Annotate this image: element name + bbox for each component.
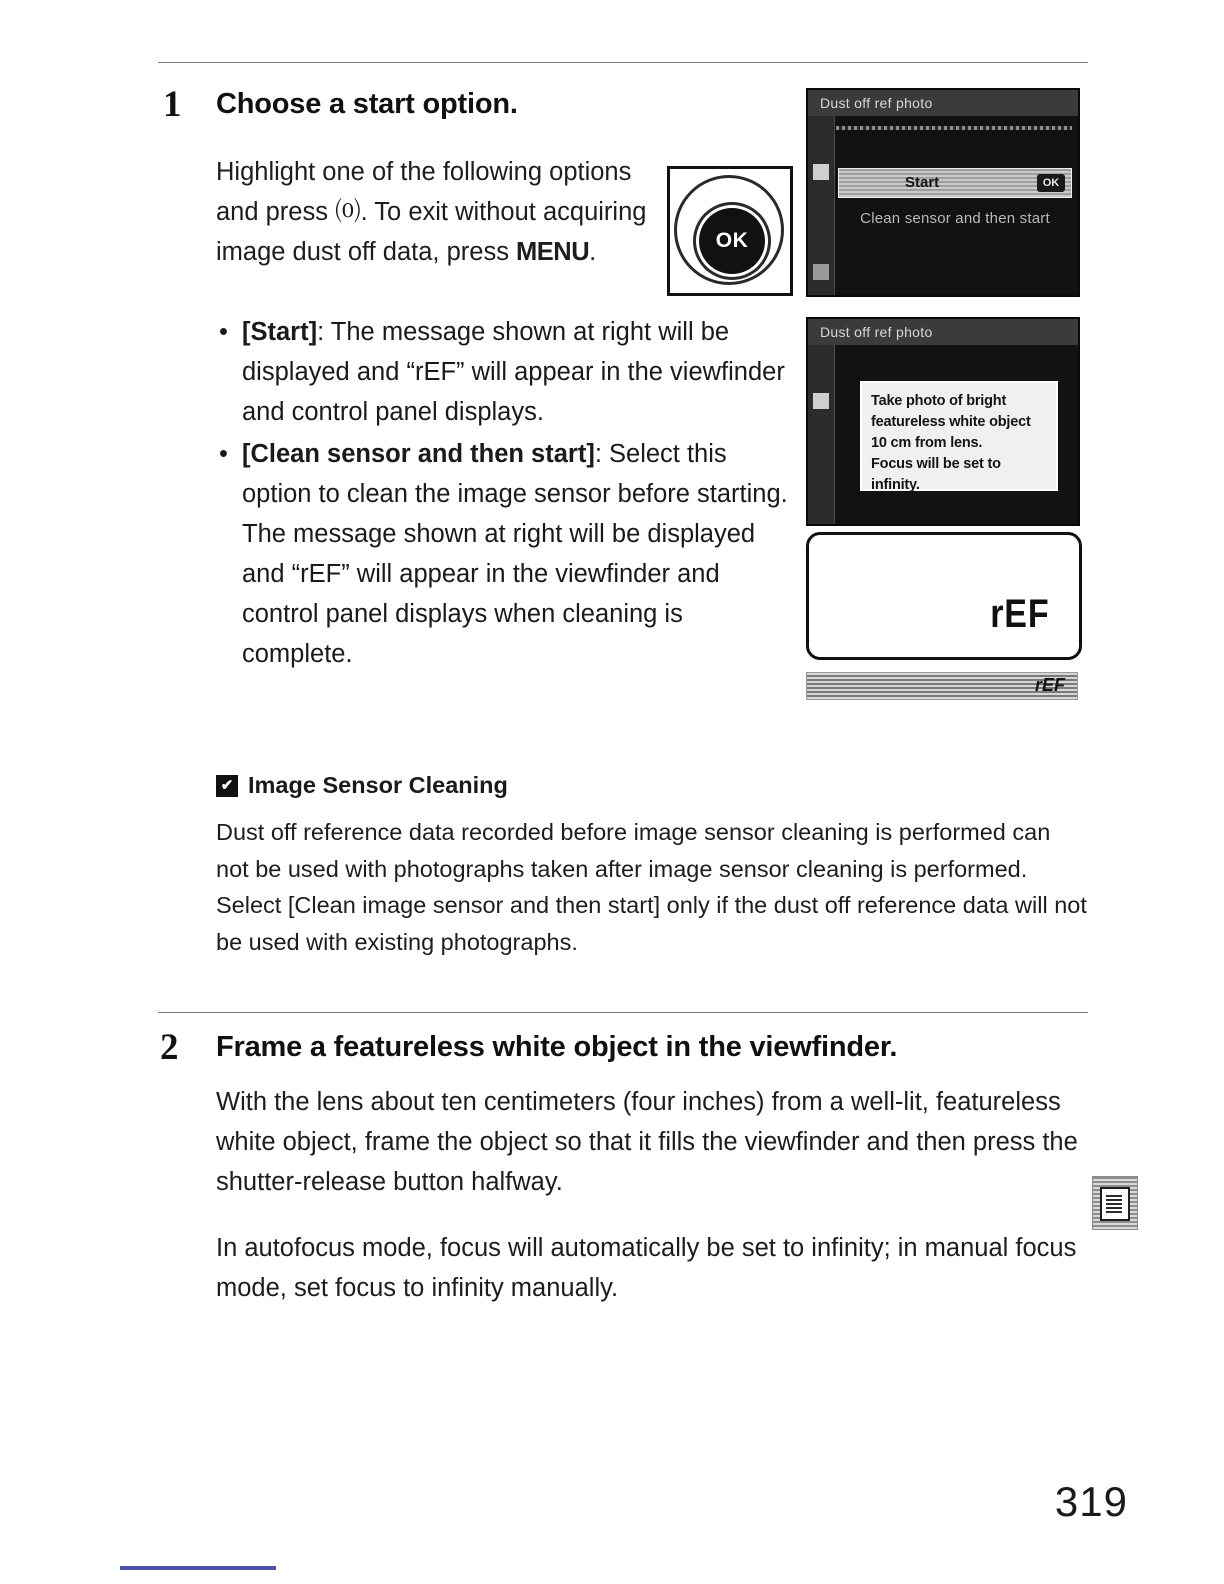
lcd-message-sidebar bbox=[808, 345, 835, 524]
lcd-message-dialog bbox=[860, 381, 1058, 491]
menu-thumbnail-icon bbox=[1100, 1187, 1130, 1221]
lcd-message-line-2: featureless white object bbox=[871, 414, 1031, 430]
step-1-intro-part1: Highlight one of the following options and press bbox=[216, 158, 632, 226]
menu-button-label: MENU bbox=[516, 238, 590, 266]
note-body: Dust off reference data recorded before image sensor cleaning is performed can not be used with photographs taken after image sensor cleaning is performed. Select [Clean image sensor and then start] only if the dust off reference data will not be used with existing photographs. bbox=[216, 819, 1087, 955]
list-item bbox=[216, 312, 796, 432]
setup-menu-icon bbox=[813, 164, 829, 180]
ok-button-glyph: ⒪ bbox=[335, 198, 361, 226]
step-2-heading: Frame a featureless white object in the viewfinder. bbox=[216, 1031, 898, 1063]
bullet-1-text: : The message shown at right will be displayed and “rEF” will appear in the viewfinder and control panel displays. bbox=[242, 318, 785, 426]
step-2-paragraph-1: With the lens about ten centimeters (four inches) from a well-lit, featureless white object, frame the object so that it fills the viewfinder and then press the shutter-release button halfway. bbox=[216, 1088, 1078, 1196]
lcd-menu-screenshot bbox=[806, 88, 1080, 297]
note-title: Image Sensor Cleaning bbox=[248, 772, 508, 798]
list-item bbox=[216, 434, 796, 674]
lcd-menu-item-clean-sensor: Clean sensor and then start bbox=[860, 210, 1050, 227]
page-number: 319 bbox=[1054, 1478, 1128, 1525]
lcd-menu-ok-badge: OK bbox=[1037, 174, 1065, 192]
lcd-menu-separator bbox=[836, 126, 1072, 130]
caution-icon: ✔ bbox=[216, 775, 238, 797]
ok-button-icon bbox=[699, 208, 765, 274]
step-2-number: 2 bbox=[160, 1027, 179, 1068]
viewfinder-ref-value: rEF bbox=[1034, 675, 1065, 695]
lcd-menu-item-start bbox=[838, 168, 1072, 198]
lcd-menu-sidebar bbox=[808, 116, 835, 295]
step-1-heading: Choose a start option. bbox=[216, 88, 518, 120]
divider-top bbox=[158, 62, 1088, 63]
page-footer-mark bbox=[120, 1566, 276, 1570]
divider-middle bbox=[158, 1012, 1088, 1013]
step-1-number: 1 bbox=[163, 84, 182, 125]
help-icon bbox=[813, 264, 829, 280]
step-1-intro-part2: . To exit without acquiring image dust off data, press bbox=[216, 198, 647, 266]
section-thumb-index-icon bbox=[1092, 1176, 1138, 1230]
ok-button-label: OK bbox=[715, 229, 749, 252]
multi-selector-dial-icon bbox=[674, 175, 784, 285]
setup-menu-icon bbox=[813, 393, 829, 409]
viewfinder-illustration bbox=[806, 672, 1078, 700]
control-panel-illustration bbox=[806, 532, 1082, 660]
lcd-menu-item-start-label: Start bbox=[905, 174, 940, 191]
lcd-message-title: Dust off ref photo bbox=[808, 319, 1078, 345]
lcd-message-line-1: Take photo of bright bbox=[871, 393, 1007, 409]
bullet-2-text: : Select this option to clean the image sensor before starting. The message shown at right will be displayed and “rEF” will appear in the viewfinder and control panel displays when cleaning is complete. bbox=[242, 440, 788, 668]
lcd-message-screenshot bbox=[806, 317, 1080, 526]
bullet-2-label: [Clean sensor and then start] bbox=[242, 440, 595, 468]
step-1-intro-end: . bbox=[589, 238, 597, 266]
step-1-intro bbox=[216, 152, 656, 272]
lcd-message-line-4: Focus will be set to infinity. bbox=[871, 456, 1001, 493]
lcd-message-line-3: 10 cm from lens. bbox=[871, 435, 983, 451]
ok-button-illustration bbox=[667, 166, 793, 296]
bullet-1-label: [Start] bbox=[242, 318, 318, 346]
step-2-paragraph-2: In autofocus mode, focus will automatically be set to infinity; in manual focus mode, set focus to infinity manually. bbox=[216, 1234, 1077, 1302]
step-1-bullet-list bbox=[216, 312, 796, 676]
control-panel-ref-value: rEF bbox=[990, 592, 1050, 636]
lcd-menu-title: Dust off ref photo bbox=[808, 90, 1078, 116]
